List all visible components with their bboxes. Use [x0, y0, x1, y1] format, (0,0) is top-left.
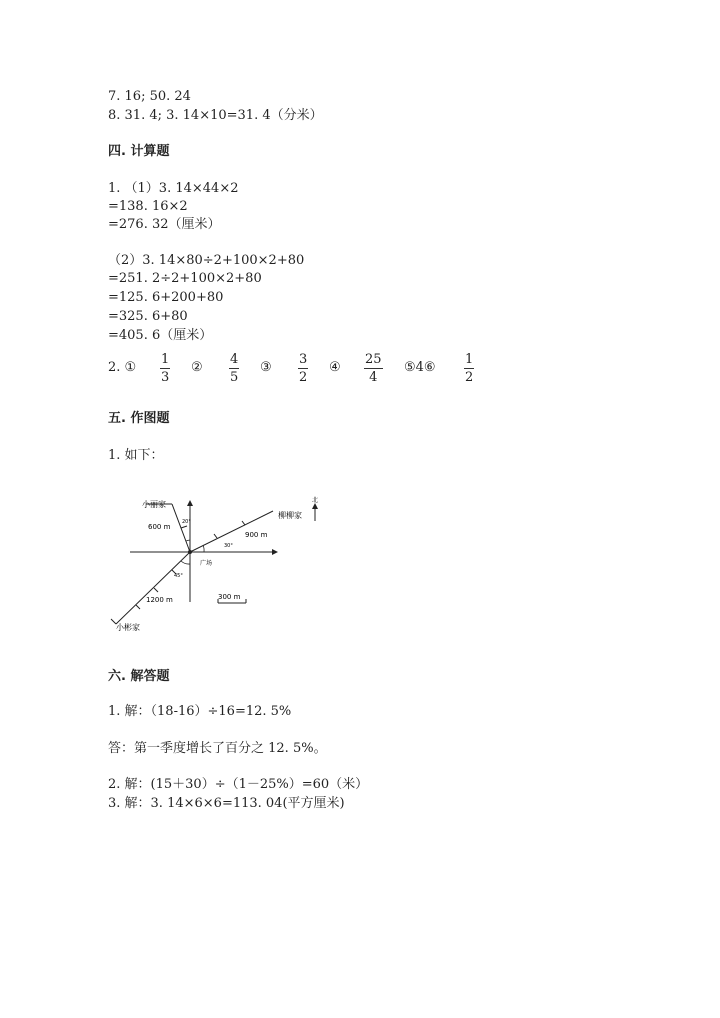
fraction-2-denominator: 5	[230, 370, 239, 385]
calc-1b-line-5: =405. 6（厘米）	[108, 328, 213, 343]
fraction-3	[298, 352, 308, 385]
label-xiaoli: 小丽家	[142, 500, 166, 509]
fraction-prefix: 2. ①	[108, 360, 137, 375]
fraction-5	[464, 352, 474, 385]
fraction-bar	[298, 368, 308, 369]
fraction-marker-5-6: ⑤4⑥	[404, 360, 436, 375]
north-arrowhead	[187, 500, 193, 506]
fraction-4-denominator: 4	[369, 370, 378, 385]
calc-1a-line-2: =138. 16×2	[108, 199, 188, 214]
calc-1a-line-1: 1. （1）3. 14×44×2	[108, 181, 239, 196]
tick-mark	[242, 521, 245, 525]
angle-arc-45	[181, 561, 190, 564]
fraction-bar	[464, 368, 474, 369]
solution-1-answer: 答：第一季度增长了百分之 12. 5%。	[108, 741, 327, 756]
fraction-1	[160, 352, 170, 385]
label-900m: 900 m	[245, 531, 268, 539]
fraction-marker-4: ④	[329, 360, 341, 375]
solution-3: 3. 解：3. 14×6×6=113. 04(平方厘米)	[108, 796, 345, 811]
fraction-4-numerator: 25	[365, 352, 382, 367]
tick-mark	[154, 588, 158, 592]
label-north: 北	[312, 497, 319, 504]
calc-1b-line-3: =125. 6+200+80	[108, 290, 224, 305]
fraction-marker-2: ②	[191, 360, 203, 375]
label-angle-45: 45°	[174, 573, 183, 579]
angle-arc-20	[186, 540, 190, 541]
solution-2: 2. 解：(15＋30）÷（1－25%）=60（米）	[108, 777, 369, 792]
tick-mark	[181, 526, 187, 528]
label-angle-30: 30°	[224, 543, 233, 549]
section-6-heading: 六. 解答题	[108, 669, 170, 684]
fraction-5-denominator: 2	[465, 370, 474, 385]
fraction-bar	[160, 368, 170, 369]
label-liuliu: 柳柳家	[278, 511, 302, 520]
tick-mark	[214, 534, 217, 538]
fraction-3-numerator: 3	[299, 352, 308, 367]
fraction-marker-3: ③	[260, 360, 272, 375]
label-angle-20: 20°	[182, 519, 191, 525]
calc-1b-line-2: =251. 2÷2+100×2+80	[108, 271, 262, 286]
direction-diagram	[108, 482, 368, 634]
fraction-1-denominator: 3	[161, 370, 170, 385]
calc-1b-line-1: （2）3. 14×80÷2+100×2+80	[108, 253, 305, 268]
label-600m: 600 m	[148, 523, 171, 531]
fraction-3-denominator: 2	[299, 370, 308, 385]
ray-to-xiaobin	[116, 552, 190, 624]
fraction-1-numerator: 1	[161, 352, 170, 367]
section-5-heading: 五. 作图题	[108, 411, 170, 426]
fraction-4	[364, 352, 383, 385]
answer-7: 7. 16; 50. 24	[108, 89, 191, 104]
label-scale: 300 m	[218, 593, 241, 601]
fraction-bar	[229, 368, 239, 369]
center-point	[188, 550, 192, 554]
angle-arc-30	[203, 545, 204, 552]
answer-8: 8. 31. 4; 3. 14×10=31. 4（分米）	[108, 108, 323, 123]
calc-1a-line-3: =276. 32（厘米）	[108, 217, 221, 232]
section-4-heading: 四. 计算题	[108, 144, 170, 159]
calc-1b-line-4: =325. 6+80	[108, 309, 188, 324]
solution-1: 1. 解：（18-16）÷16=12. 5%	[108, 704, 292, 719]
fraction-5-numerator: 1	[465, 352, 474, 367]
label-xiaobin: 小彬家	[116, 623, 140, 632]
fraction-bar	[364, 368, 383, 369]
fraction-2-numerator: 4	[230, 352, 239, 367]
tick-mark	[136, 605, 140, 609]
drawing-answer-intro: 1. 如下：	[108, 448, 164, 463]
label-guangchang: 广场	[200, 560, 213, 567]
label-1200m: 1200 m	[146, 596, 173, 604]
fraction-2	[229, 352, 239, 385]
east-arrowhead	[272, 549, 278, 555]
